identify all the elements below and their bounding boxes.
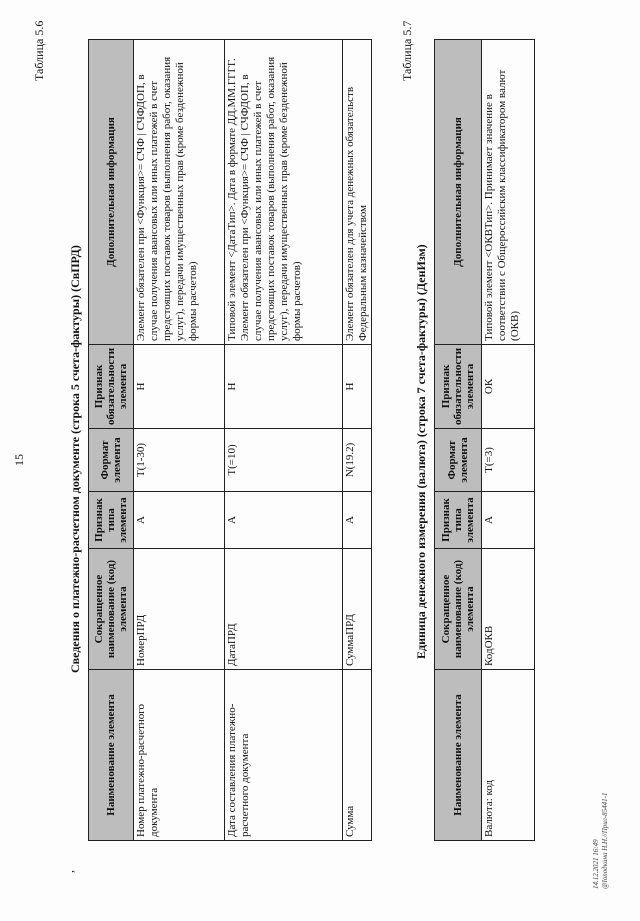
table-header-row <box>89 40 134 841</box>
cell-element-type: А <box>134 492 225 549</box>
margin-mark: , <box>62 870 76 873</box>
cell-element-code: СуммаПРД <box>343 549 372 670</box>
cell-element-info: Элемент обязателен при <Функция>= СЧФ | СЧФДОП, в случае получения авансовых или иных платежей в счет предстоящих поставок товаров (выполнения работ, оказания услуг), передачи имущественных прав (кроме безденежной формы расчетов) <box>134 40 225 345</box>
table-5-6 <box>88 39 372 841</box>
cell-element-type: А <box>343 492 372 549</box>
table-row <box>482 40 535 841</box>
cell-element-format: N(19.2) <box>343 429 372 492</box>
header-cell: Признак типа элемента <box>435 492 482 549</box>
stamp-line-author: @Іоподкина Н.Н.//Прил-85441-1 <box>601 792 609 889</box>
cell-element-type: А <box>225 492 343 549</box>
header-cell: Наименование элемента <box>435 670 482 841</box>
cell-element-code: КодОКВ <box>482 549 535 670</box>
table-row <box>343 40 372 841</box>
cell-element-code: ДатаПРД <box>225 549 343 670</box>
cell-element-type: А <box>482 492 535 549</box>
cell-element-info: Типовой элемент <ОКВТип>. Принимает значение в соответствии с Общероссийским классификатором валют (ОКВ) <box>482 40 535 345</box>
page-number: 15 <box>12 454 26 466</box>
table-5-6-caption: Таблица 5.6 <box>32 20 46 81</box>
cell-element-required: Н <box>134 344 225 428</box>
cell-element-code: НомерПРД <box>134 549 225 670</box>
header-cell: Наименование элемента <box>89 670 134 841</box>
header-cell: Признак обязательности элемента <box>89 344 134 428</box>
header-cell: Дополнительная информация <box>435 40 482 345</box>
cell-element-info: Типовой элемент <ДатаТип>. Дата в формате ДД.ММ.ГГГГ. Элемент обязателен при <Функция>= СЧФ | СЧФДОП, в случае получения авансовых или иных платежей в счет предстоящих поставок товаров (выполнения работ, оказания услуг), передачи имущественных прав (кроме безденежной формы расчетов) <box>225 40 343 345</box>
document-stamp <box>592 793 610 890</box>
table-5-6-title: Сведения о платежно-расчетном документе (строка 5 счета-фактуры) (СвПРД) <box>68 245 82 673</box>
table-row <box>225 40 343 841</box>
table-row <box>134 40 225 841</box>
header-cell: Формат элемента <box>435 429 482 492</box>
header-cell: Дополнительная информация <box>89 40 134 345</box>
cell-element-format: T(1-30) <box>134 429 225 492</box>
cell-element-required: Н <box>225 344 343 428</box>
header-cell: Формат элемента <box>89 429 134 492</box>
cell-element-required: Н <box>343 344 372 428</box>
table-5-7-caption: Таблица 5.7 <box>400 20 414 81</box>
header-cell: Признак обязательности элемента <box>435 344 482 428</box>
cell-element-name: Номер платежно-расчетного документа <box>134 670 225 841</box>
cell-element-name: Дата составления платежно-расчетного документа <box>225 670 343 841</box>
cell-element-name: Валюта: код <box>482 670 535 841</box>
cell-element-format: T(=10) <box>225 429 343 492</box>
cell-element-info: Элемент обязателен для учета денежных обязательств Федеральным казначейством <box>343 40 372 345</box>
header-cell: Сокращенное наименование (код) элемента <box>89 549 134 670</box>
header-cell: Признак типа элемента <box>89 492 134 549</box>
stamp-line-date: 14.12.2021 16:49 <box>592 839 600 889</box>
header-cell: Сокращенное наименование (код) элемента <box>435 549 482 670</box>
table-header-row <box>435 40 482 841</box>
cell-element-required: ОК <box>482 344 535 428</box>
cell-element-format: T(=3) <box>482 429 535 492</box>
table-5-7-title: Единица денежного измерения (валюта) (строка 7 счета-фактуры) (ДенИзм) <box>414 244 428 659</box>
cell-element-name: Сумма <box>343 670 372 841</box>
table-5-7 <box>434 39 535 841</box>
